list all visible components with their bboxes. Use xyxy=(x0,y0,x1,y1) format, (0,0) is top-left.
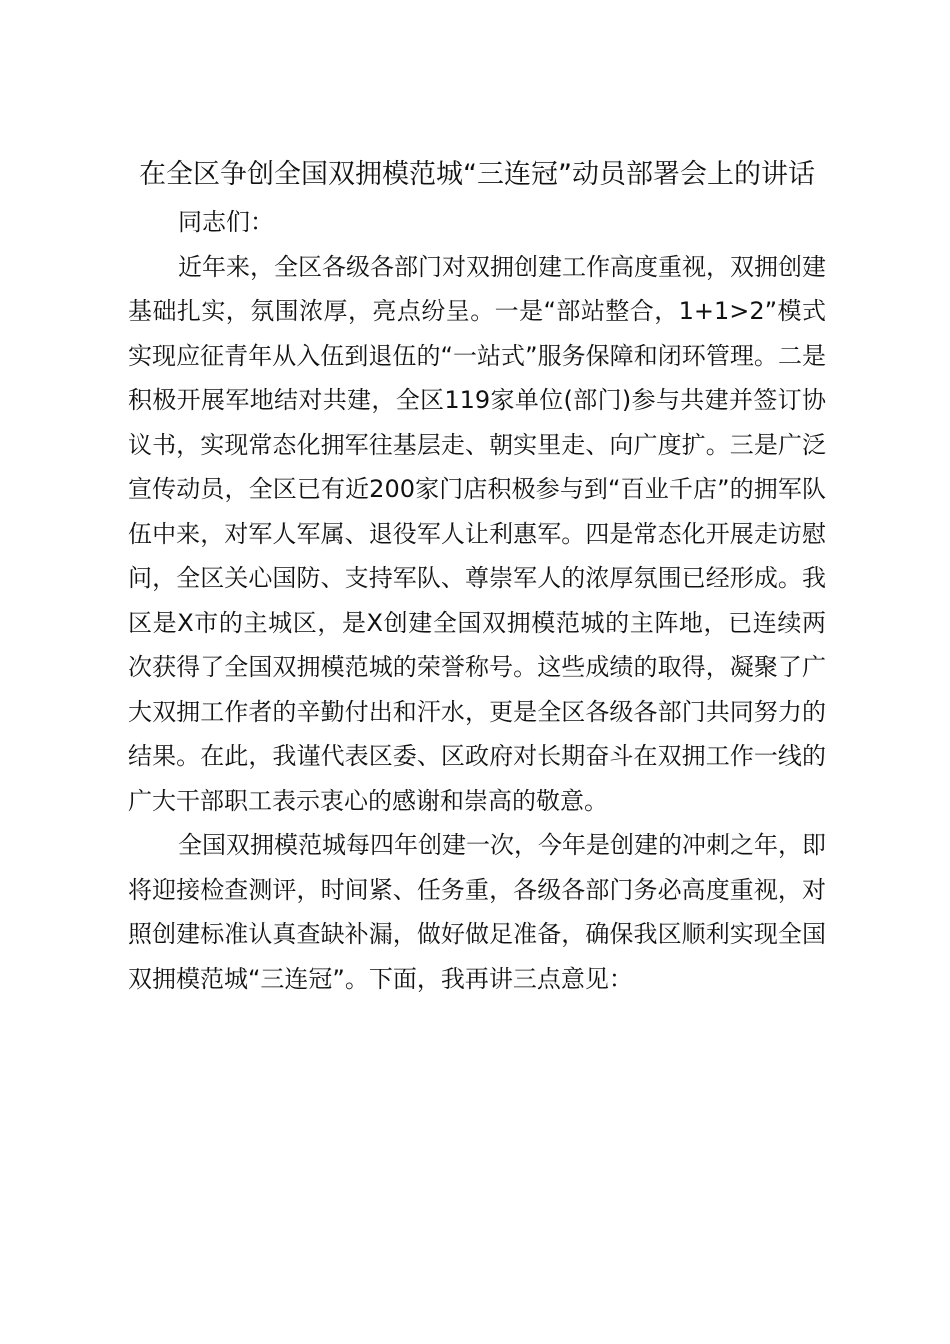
paragraph-1: 近年来，全区各级各部门对双拥创建工作高度重视，双拥创建基础扎实，氛围浓厚，亮点纷呈。一是“部站整合，1+1>2”模式实现应征青年从入伍到退伍的“一站式”服务保障和闭环管理。二是积极开展军地结对共建，全区119家单位(部门)参与共建并签订协议书，实现常态化拥军往基层走、朝实里走、向广度扩。三是广泛宣传动员，全区已有近200家门店积极参与到“百业千店”的拥军队伍中来，对军人军属、退役军人让利惠军。四是常态化开展走访慰问，全区关心国防、支持军队、尊崇军人的浓厚氛围已经形成。我区是X市的主城区，是X创建全国双拥模范城的主阵地，已连续两次获得了全国双拥模范城的荣誉称号。这些成绩的取得，凝聚了广大双拥工作者的辛勤付出和汗水，更是全区各级各部门共同努力的结果。在此，我谨代表区委、区政府对长期奋斗在双拥工作一线的广大干部职工表示衷心的感谢和崇高的敬意。 xyxy=(128,252,826,815)
document-body xyxy=(128,152,826,1001)
paragraph-2: 全国双拥模范城每四年创建一次，今年是创建的冲刺之年，即将迎接检查测评，时间紧、任务重，各级各部门务必高度重视，对照创建标准认真查缺补漏，做好做足准备，确保我区顺利实现全国双拥模范城“三连冠”。下面，我再讲三点意见： xyxy=(128,831,826,993)
document-title: 在全区争创全国双拥模范城“三连冠”动员部署会上的讲话 xyxy=(139,159,815,190)
salutation: 同志们： xyxy=(178,208,274,236)
